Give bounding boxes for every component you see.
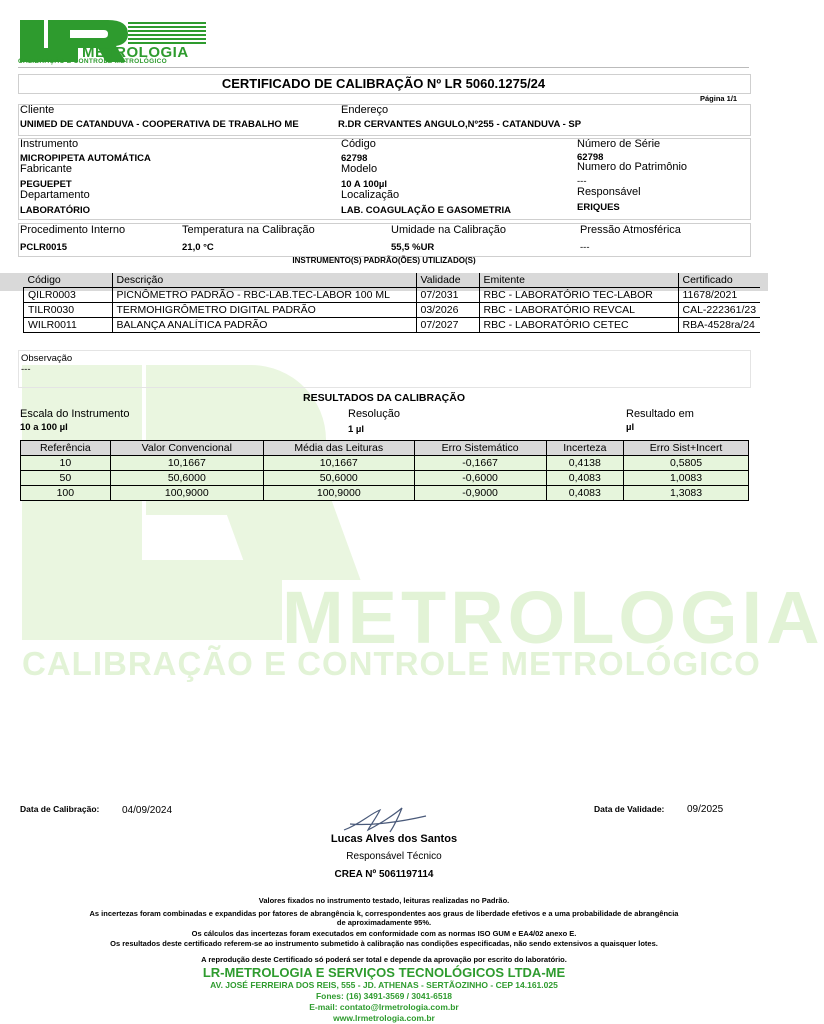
std-col-issuer: Emitente (479, 273, 678, 288)
validity-date-label: Data de Validade: (594, 804, 665, 814)
page-number: Página 1/1 (700, 94, 738, 103)
res-cell: 10,1667 (263, 456, 414, 471)
res-col-mean: Média das Leituras (263, 441, 414, 456)
std-col-code: Código (24, 273, 113, 288)
result-unit-label: Resultado em (626, 408, 694, 420)
signature-mark (340, 804, 430, 836)
signer-crea: CREA Nº 5061197114 (334, 869, 434, 880)
resolution-label: Resolução (348, 408, 400, 420)
table-row (24, 303, 761, 318)
res-cell: 100 (21, 486, 111, 501)
res-col-total-error: Erro Sist+Incert (624, 441, 749, 456)
standards-table (23, 273, 760, 333)
maker-label: Fabricante (20, 163, 72, 175)
model-label: Modelo (341, 163, 378, 175)
std-cell: CAL-222361/23 (678, 303, 760, 318)
header-divider (18, 67, 749, 68)
company-logo (18, 18, 206, 64)
std-cell: 07/2027 (416, 318, 479, 333)
res-cell: 10,1667 (110, 456, 263, 471)
serial-label: Número de Série (577, 138, 661, 150)
std-cell: TILR0030 (24, 303, 113, 318)
res-cell: -0,6000 (414, 471, 546, 486)
observation-value: --- (21, 364, 31, 375)
result-unit-value: µl (626, 422, 635, 433)
std-cell: TERMOHIGRÔMETRO DIGITAL PADRÃO (112, 303, 416, 318)
department-value: LABORATÓRIO (20, 205, 91, 216)
note-6: A reprodução deste Certificado só poderá ser total e depende da aprovação por escrito do laboratório. (201, 955, 567, 964)
std-col-description: Descrição (112, 273, 416, 288)
logo-tagline: CALIBRAÇÃO E CONTROLE METROLÓGICO (18, 58, 167, 65)
procedure-label: Procedimento Interno (20, 224, 126, 236)
res-cell: 0,5805 (624, 456, 749, 471)
res-cell: 50 (21, 471, 111, 486)
validity-date-value: 09/2025 (687, 804, 724, 815)
res-col-conventional: Valor Convencional (110, 441, 263, 456)
patrimony-label: Numero do Patrimônio (577, 161, 688, 173)
res-col-uncertainty: Incerteza (546, 441, 624, 456)
address-label: Endereço (341, 104, 389, 116)
department-label: Departamento (20, 189, 90, 201)
company-phones: Fones: (16) 3491-3569 / 3041-6518 (315, 991, 453, 1001)
res-cell: 50,6000 (263, 471, 414, 486)
location-label: Localização (341, 189, 400, 201)
watermark-tagline: CALIBRAÇÃO E CONTROLE METROLÓGICO (22, 645, 761, 682)
std-cell: QILR0003 (24, 288, 113, 303)
location-value: LAB. COAGULAÇÃO E GASOMETRIA (341, 205, 511, 216)
watermark-metrologia: METROLOGIA (282, 576, 824, 659)
client-value: UNIMED DE CATANDUVA - COOPERATIVA DE TRABALHO ME (20, 119, 299, 130)
res-col-systematic-error: Erro Sistemático (414, 441, 546, 456)
pressure-value: --- (580, 242, 590, 253)
client-label: Cliente (20, 104, 55, 116)
humidity-value: 55,5 %UR (391, 242, 435, 253)
std-cell: RBC - LABORATÓRIO REVCAL (479, 303, 678, 318)
res-col-reference: Referência (21, 441, 111, 456)
code-value: 62798 (341, 153, 368, 164)
code-label: Código (341, 138, 376, 150)
note-5: Os resultados deste certificado referem-se ao instrumento submetido à calibração nas condições especificadas, não sendo extensivos a quaisquer lotes. (110, 939, 658, 948)
res-cell: 50,6000 (110, 471, 263, 486)
table-row (21, 486, 749, 501)
pressure-label: Pressão Atmosférica (580, 224, 681, 236)
address-value: R.DR CERVANTES ANGULO,Nº255 - CATANDUVA - SP (338, 119, 582, 130)
note-2: As incertezas foram combinadas e expandidas por fatores de abrangência k, correspondentes aos graus de liberdade efetivos e a uma probabilidade de abrangência (89, 909, 679, 918)
signer-role: Responsável Técnico (346, 851, 442, 862)
table-row (24, 288, 761, 303)
calibration-date-label: Data de Calibração: (20, 804, 100, 814)
standards-header-row (24, 273, 761, 288)
std-col-certificate: Certificado (678, 273, 760, 288)
humidity-label: Umidade na Calibração (391, 224, 506, 236)
instrument-label: Instrumento (20, 138, 79, 150)
results-table (20, 440, 749, 501)
std-col-validity: Validade (416, 273, 479, 288)
res-cell: 100,9000 (110, 486, 263, 501)
company-website[interactable]: www.lrmetrologia.com.br (333, 1013, 435, 1023)
scale-value: 10 a 100 µl (20, 422, 68, 433)
temperature-value: 21,0 °C (182, 242, 214, 253)
std-cell: WILR0011 (24, 318, 113, 333)
std-cell: 11678/2021 (678, 288, 760, 303)
standards-title: INSTRUMENTO(S) PADRÃO(ÕES) UTILIZADO(S) (292, 256, 476, 265)
company-name: LR-METROLOGIA E SERVIÇOS TECNOLÓGICOS LTDA-ME (202, 965, 566, 980)
std-cell: PICNÔMETRO PADRÃO - RBC-LAB.TEC-LABOR 100 ML (112, 288, 416, 303)
std-cell: RBC - LABORATÓRIO TEC-LABOR (479, 288, 678, 303)
logo-name: METROLOGIA (82, 44, 189, 61)
resolution-value: 1 µl (348, 424, 365, 435)
note-1: Valores fixados no instrumento testado, leituras realizadas no Padrão. (258, 896, 510, 905)
patrimony-value: --- (577, 176, 587, 187)
std-cell: RBA-4528ra/24 (678, 318, 760, 333)
signer-name: Lucas Alves dos Santos (330, 833, 458, 845)
res-cell: 0,4138 (546, 456, 624, 471)
res-cell: 0,4083 (546, 471, 624, 486)
results-header-row (21, 441, 749, 456)
res-cell: -0,1667 (414, 456, 546, 471)
responsible-label: Responsável (577, 186, 641, 198)
observation-label: Observação (21, 353, 73, 364)
std-cell: 03/2026 (416, 303, 479, 318)
watermark-l-base (22, 560, 282, 640)
instrument-value: MICROPIPETA AUTOMÁTICA (20, 153, 151, 164)
certificate-title: CERTIFICADO DE CALIBRAÇÃO Nº LR 5060.1275/24 (221, 76, 546, 91)
table-row (21, 471, 749, 486)
note-3: de aproximadamente 95%. (336, 918, 432, 927)
scale-label: Escala do Instrumento (20, 408, 130, 420)
company-address: AV. JOSÉ FERREIRA DOS REIS, 555 - JD. ATHENAS - SERTÃOZINHO - CEP 14.161.025 (210, 980, 558, 990)
std-cell: BALANÇA ANALÍTICA PADRÃO (112, 318, 416, 333)
company-email[interactable]: E-mail: contato@lrmetrologia.com.br (309, 1002, 459, 1012)
responsible-value: ERIQUES (577, 202, 620, 213)
res-cell: 1,3083 (624, 486, 749, 501)
maker-value: PEGUEPET (20, 179, 72, 190)
res-cell: 1,0083 (624, 471, 749, 486)
procedure-value: PCLR0015 (20, 242, 67, 253)
serial-value: 62798 (577, 152, 604, 163)
temperature-label: Temperatura na Calibração (182, 224, 315, 236)
res-cell: 100,9000 (263, 486, 414, 501)
res-cell: 10 (21, 456, 111, 471)
std-cell: 07/2031 (416, 288, 479, 303)
res-cell: 0,4083 (546, 486, 624, 501)
note-4: Os cálculos das incertezas foram executados em conformidade com as normas ISO GUM e EA4/02 anexo E. (191, 929, 577, 938)
results-title: RESULTADOS DA CALIBRAÇÃO (303, 392, 465, 404)
model-value: 10 A 100µl (341, 179, 387, 190)
std-cell: RBC - LABORATÓRIO CETEC (479, 318, 678, 333)
calibration-date-value: 04/09/2024 (122, 805, 173, 816)
table-row (24, 318, 761, 333)
observation-box (18, 350, 751, 388)
res-cell: -0,9000 (414, 486, 546, 501)
table-row (21, 456, 749, 471)
